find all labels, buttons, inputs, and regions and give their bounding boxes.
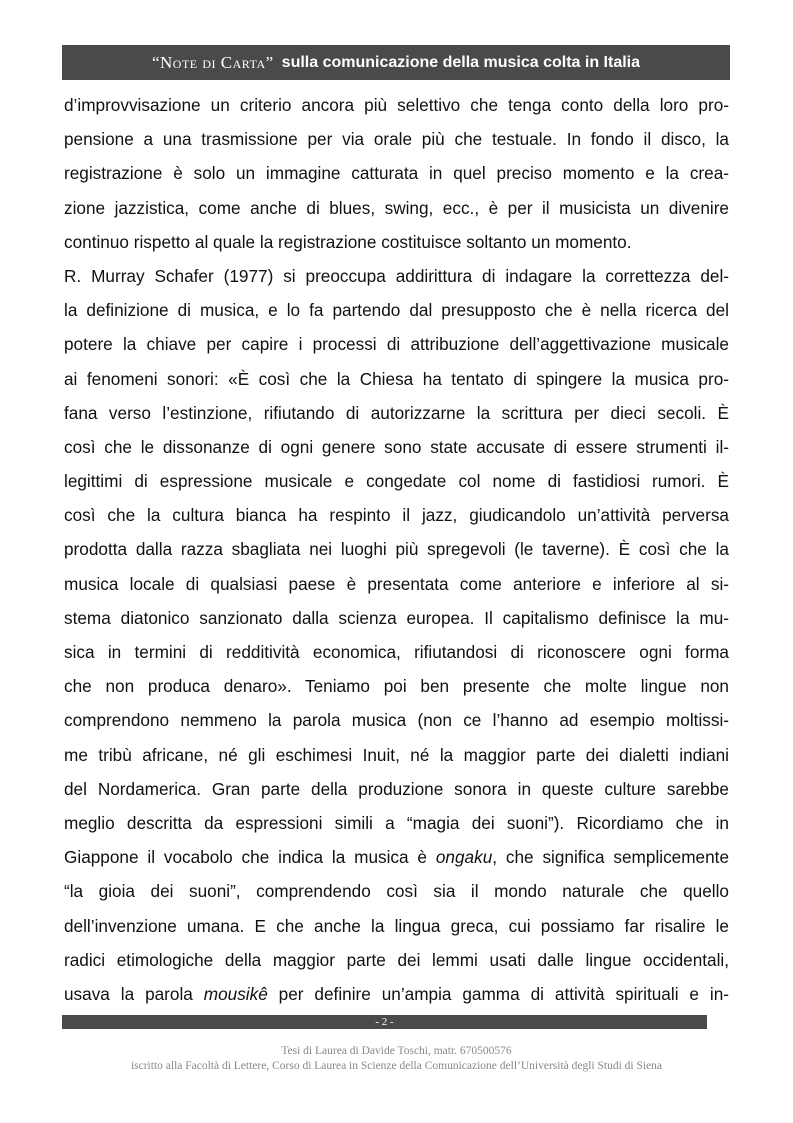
text-line: che non produca denaro». Teniamo poi ben presente che molte lingue non [64,676,729,697]
text-segment: usava la parola [64,983,204,1004]
text-line: zione jazzistica, come anche di blues, swing, ecc., è per il musicista un divenire [64,197,729,218]
text-line: R. Murray Schafer (1977) si preoccupa addirittura di indagare la correttezza del- [64,265,729,286]
text-line: me tribù africane, né gli eschimesi Inuit, né la maggior parte dei dialetti indiani [64,744,729,765]
page-number: - 2 - [375,1016,394,1028]
text-line: meglio descritta da espressioni simili a “magia dei suoni”). Ricordiamo che in [64,812,729,833]
text-line: d’improvvisazione un criterio ancora più selettivo che tenga conto della loro pro- [64,95,729,115]
text-line: radici etimologiche della maggior parte dei lemmi usati dalle lingue occidentali, [64,949,729,970]
text-line: stema diatonico sanzionato dalla scienza europea. Il capitalismo definisce la mu- [64,607,729,628]
text-line: prodotta dalla razza sbagliata nei luoghi più spregevoli (le taverne). È così che la [64,539,729,560]
text-segment: Giappone il vocabolo che indica la musica è [64,847,436,868]
italic-term-ongaku: ongaku [435,847,493,868]
footer-thesis-line: Tesi di Laurea di Davide Toschi, matr. 670500576 [281,1045,512,1057]
text-line: così che la cultura bianca ha respinto il jazz, giudicandolo un’attività perversa [64,505,729,526]
text-line: registrazione è solo un immagine catturata in quel preciso momento e la crea- [64,163,729,184]
text-line: ai fenomeni sonori: «È così che la Chiesa ha tentato di spingere la musica pro- [64,368,729,389]
footer-university-line: iscritto alla Facoltà di Lettere, Corso di Laurea in Scienze della Comunicazione dell’Università degli Studi di Siena [130,1060,663,1072]
text-line: pensione a una trasmissione per via orale più che testuale. In fondo il disco, la [64,129,729,150]
text-line [64,977,729,1011]
text-line: così che le dissonanze di ogni genere sono state accusate di essere strumenti il- [64,436,729,457]
text-line: del Nordamerica. Gran parte della produzione sonora in queste culture sarebbe [64,778,729,799]
header-subtitle: sulla comunicazione della musica colta in Italia [281,53,641,71]
text-segment: per definire un’ampia gamma di attività spirituali e in- [267,983,729,1004]
text-line: legittimi di espressione musicale e congedate col nome di fastidiosi rumori. È [64,471,729,492]
footer-bar [62,1015,707,1029]
text-segment: , che significa semplicemente [492,847,729,868]
header-series-title: “Note di Carta” [151,52,274,72]
text-line: potere la chiave per capire i processi di attribuzione dell’aggettivazione musicale [64,334,729,355]
text-line: continuo rispetto al quale la registrazione costituisce soltanto un momento. [64,231,632,252]
text-line: musica locale di qualsiasi paese è presentata come anteriore e inferiore al si- [64,573,729,594]
text-line: sica in termini di redditività economica, rifiutandosi di riconoscere ogni forma [64,642,729,662]
text-line: dell’invenzione umana. E che anche la lingua greca, cui possiamo far risalire le [64,915,729,936]
italic-term-mousike: mousikê [203,983,268,1004]
body-text [64,88,729,1011]
text-line: fana verso l’estinzione, rifiutando di autorizzarne la scrittura per dieci secoli. È [64,402,729,423]
running-header [62,45,730,80]
text-line [64,840,729,874]
text-line: “la gioia dei suoni”, comprendendo così sia il mondo naturale che quello [64,881,729,902]
text-line: la definizione di musica, e lo fa partendo dal presupposto che è nella ricerca del [64,300,729,321]
text-line: comprendono nemmeno la parola musica (non ce l’hanno ad esempio moltissi- [64,710,729,731]
